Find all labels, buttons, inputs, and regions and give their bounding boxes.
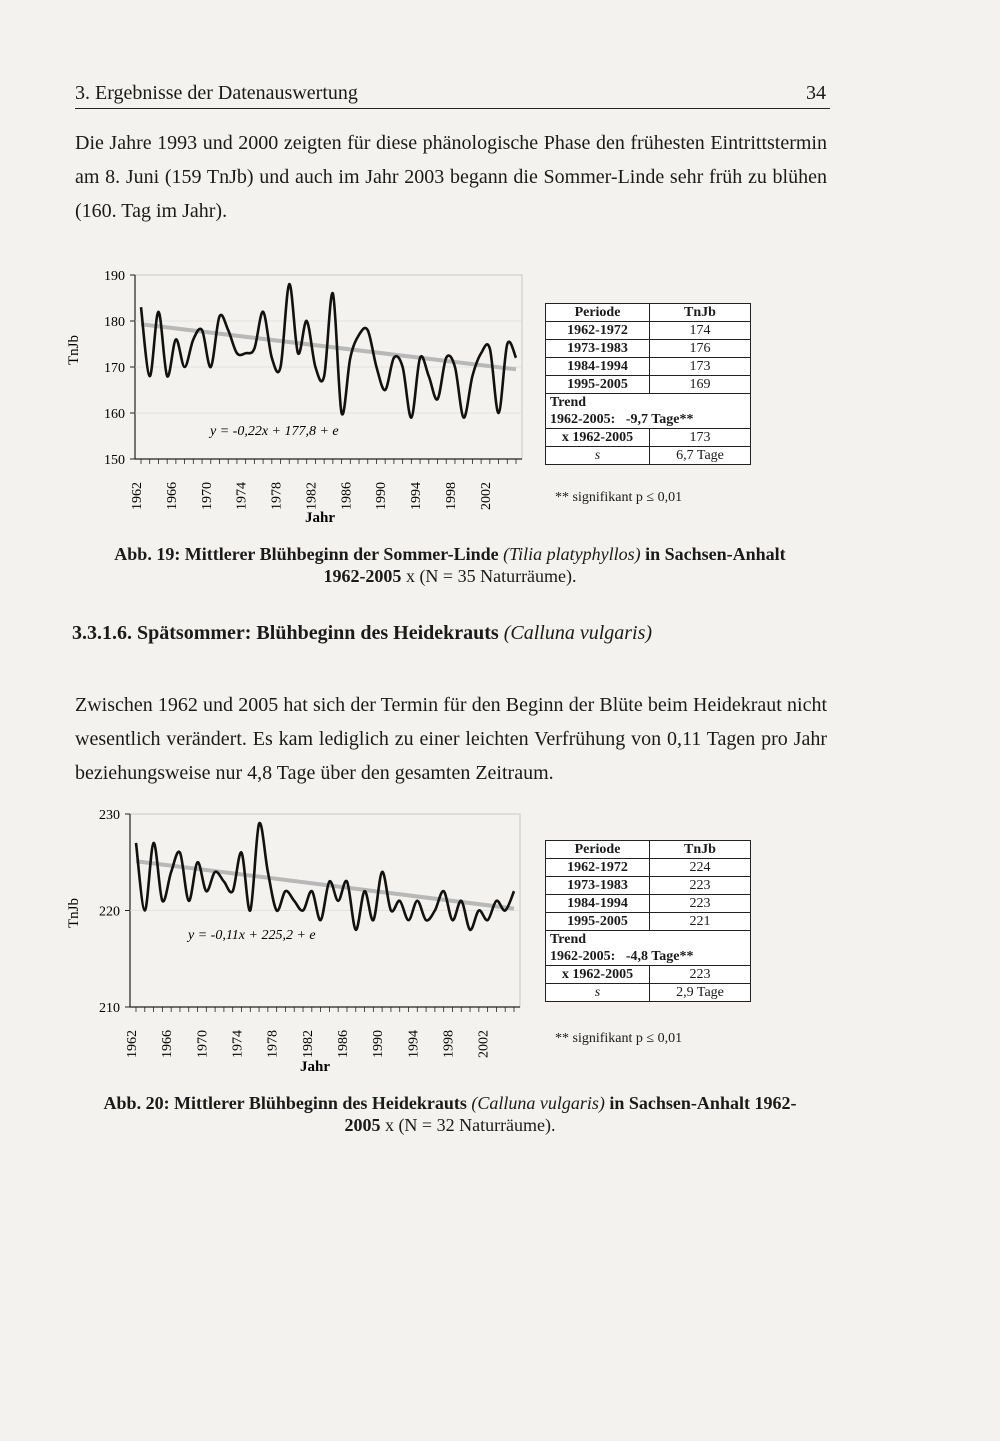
y-tick-label: 220 (99, 904, 120, 920)
x-tick-label: 1986 (339, 482, 355, 510)
trend-value: -9,7 Tage** (625, 412, 694, 427)
period: 1962-1972 (546, 859, 650, 877)
period: 1962-1972 (546, 322, 650, 340)
x-tick-label: 1990 (374, 482, 390, 510)
value: 221 (650, 913, 751, 931)
sd-value: 2,9 Tage (650, 984, 751, 1002)
y-axis-label: TnJb (66, 335, 82, 365)
x-tick-label: 1982 (300, 1030, 316, 1058)
paragraph-1: Die Jahre 1993 und 2000 zeigten für diese phänologische Phase den frühesten Eintrittstermin am 8. Juni (159 TnJb) und auch im Jahr 2003 begann die Sommer-Linde sehr früh zu blühen (160. Tag im Jahr). (75, 132, 827, 222)
section-heading: 3.3.1.6. Spätsommer: Blühbeginn des Heidekrauts (Calluna vulgaris) (72, 622, 653, 644)
value: 174 (650, 322, 751, 340)
chart-sommer-linde (60, 258, 540, 533)
data-series-line (141, 284, 516, 418)
period: 1984-1994 (546, 358, 650, 376)
trend-cell (546, 931, 751, 966)
regression-equation: y = -0,11x + 225,2 + e (188, 928, 316, 943)
x-axis-label: Jahr (300, 1059, 330, 1075)
period: 1973-1983 (546, 877, 650, 895)
y-tick-label: 170 (104, 361, 125, 376)
sd-label: s (546, 447, 650, 465)
trend-period: 1962-2005: (550, 949, 616, 964)
x-tick-label: 1962 (130, 482, 145, 510)
significance-note: ** signifikant p ≤ 0,01 (555, 490, 683, 505)
x-tick-label: 2002 (476, 1030, 492, 1058)
th-tnjb: TnJb (650, 841, 751, 859)
trend-label: Trend (550, 932, 587, 947)
th-tnjb: TnJb (650, 304, 751, 322)
value: 223 (650, 895, 751, 913)
y-tick-label: 160 (104, 407, 125, 422)
x-tick-label: 1994 (409, 482, 425, 510)
mean-label: x 1962-2005 (546, 966, 650, 984)
x-tick-label: 1970 (199, 482, 215, 510)
trend-cell (546, 394, 751, 429)
stats-table-2 (545, 840, 751, 1002)
value: 176 (650, 340, 751, 358)
value: 169 (650, 376, 751, 394)
x-tick-label: 1986 (335, 1030, 351, 1058)
period: 1973-1983 (546, 340, 650, 358)
x-tick-label: 1990 (371, 1030, 387, 1058)
value: 224 (650, 859, 751, 877)
value: 223 (650, 877, 751, 895)
x-tick-label: 1978 (269, 482, 285, 510)
mean-value: 223 (650, 966, 751, 984)
x-tick-label: 1978 (265, 1030, 281, 1058)
x-axis-label: Jahr (305, 510, 335, 526)
header-rule (75, 108, 830, 109)
y-tick-label: 210 (99, 1001, 120, 1016)
x-tick-label: 1966 (160, 1030, 176, 1058)
mean-value: 173 (650, 429, 751, 447)
figure-caption-19: Abb. 19: Mittlerer Blühbeginn der Sommer-Linde (Tilia platyphyllos) in Sachsen-Anhalt 1962-2005 x (N = 35 Naturräume). (114, 544, 786, 586)
regression-equation: y = -0,22x + 177,8 + e (210, 424, 339, 439)
trend-value: -4,8 Tage** (625, 949, 694, 964)
stats-table-1 (545, 303, 751, 465)
x-tick-label: 1974 (230, 1030, 246, 1058)
x-tick-label: 1982 (304, 482, 320, 510)
x-tick-label: 2002 (478, 482, 494, 510)
sd-value: 6,7 Tage (650, 447, 751, 465)
y-axis-label: TnJb (66, 898, 82, 928)
sd-label: s (546, 984, 650, 1002)
value: 173 (650, 358, 751, 376)
x-tick-label: 1962 (125, 1030, 140, 1058)
significance-note: ** signifikant p ≤ 0,01 (555, 1031, 683, 1046)
x-tick-label: 1974 (234, 482, 250, 510)
x-tick-label: 1998 (441, 1030, 457, 1058)
x-tick-label: 1970 (195, 1030, 211, 1058)
chart-heidekraut (60, 795, 540, 1080)
period: 1984-1994 (546, 895, 650, 913)
running-head: 3. Ergebnisse der Datenauswertung (75, 82, 358, 104)
th-periode: Periode (546, 841, 650, 859)
trend-label: Trend (550, 395, 587, 410)
x-tick-label: 1994 (406, 1030, 422, 1058)
trend-period: 1962-2005: (550, 412, 616, 427)
y-tick-label: 230 (99, 808, 120, 823)
th-periode: Periode (546, 304, 650, 322)
y-tick-label: 180 (104, 315, 125, 330)
x-tick-label: 1966 (164, 482, 180, 510)
figure-caption-20: Abb. 20: Mittlerer Blühbeginn des Heidekrauts (Calluna vulgaris) in Sachsen-Anhalt 1962- 2005 x (N = 32 Naturräume). (103, 1093, 797, 1135)
mean-label: x 1962-2005 (546, 429, 650, 447)
period: 1995-2005 (546, 913, 650, 931)
x-tick-label: 1998 (443, 482, 459, 510)
y-tick-label: 150 (104, 453, 125, 468)
period: 1995-2005 (546, 376, 650, 394)
y-tick-label: 190 (104, 269, 125, 284)
page-number: 34 (806, 82, 826, 104)
paragraph-2: Zwischen 1962 und 2005 hat sich der Termin für den Beginn der Blüte beim Heidekraut nicht wesentlich verändert. Es kam lediglich zu einer leichten Verfrühung von 0,11 Tagen pro Jahr beziehungsweise nur 4,8 Tage über den gesamten Zeitraum. (75, 694, 827, 784)
data-series-line (136, 823, 514, 930)
